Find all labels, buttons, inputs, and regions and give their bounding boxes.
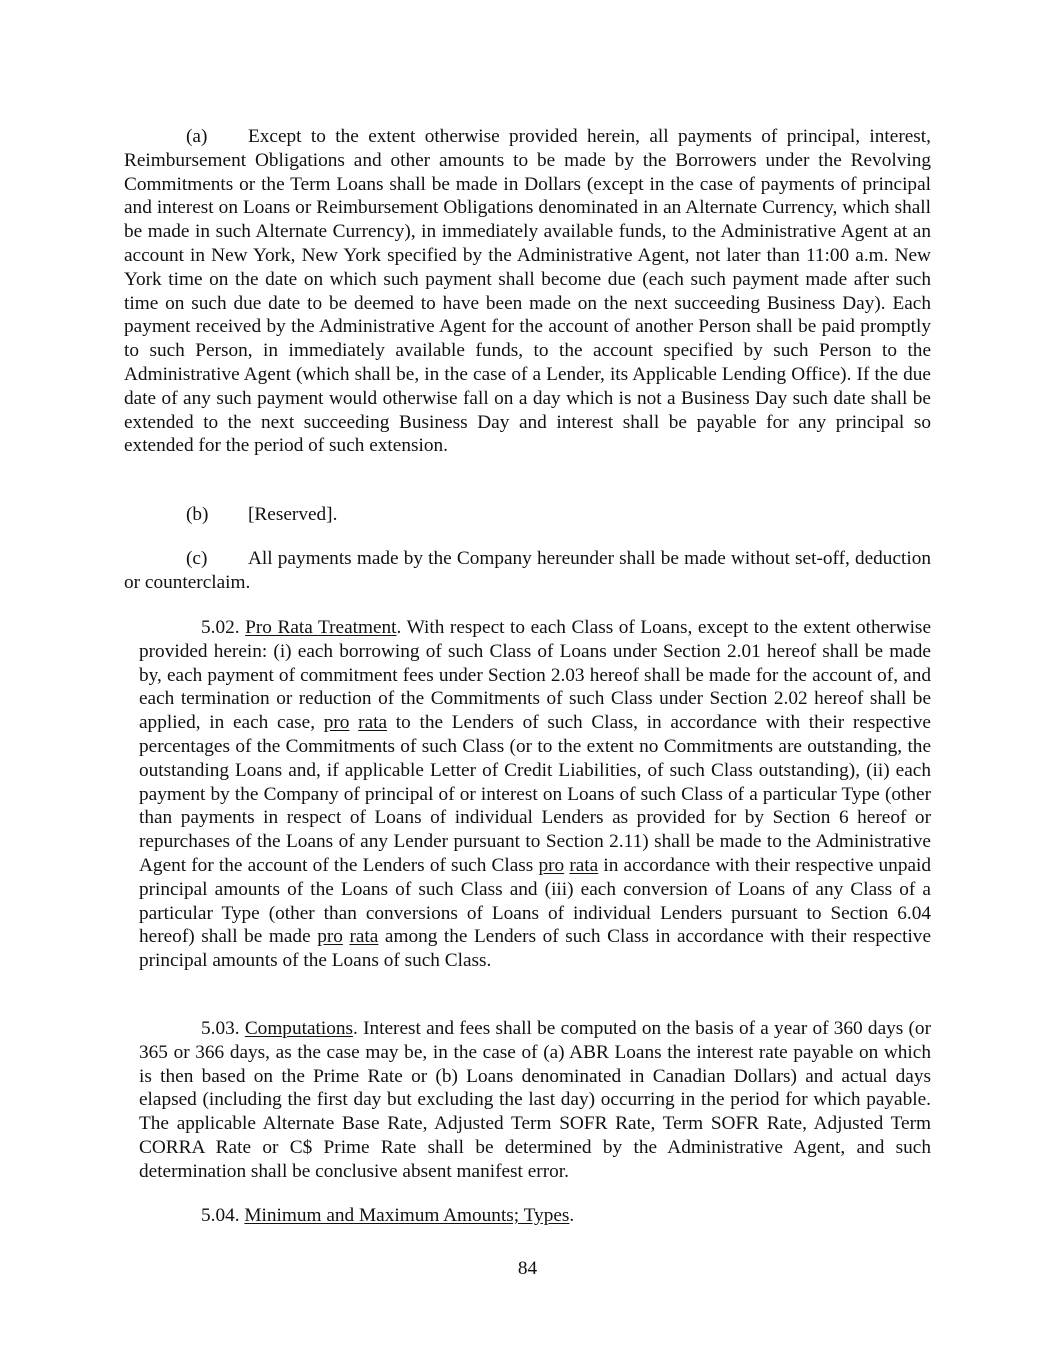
section-5-02-text-3: in accordance with their respective unpaid principal amounts of the Loans of such Class and (iii) each conversion of Loans of any Class of a particular Type (other than conversions of Loans of individual Lenders pursuant to Section 6.04 hereof) shall be made [139, 854, 932, 948]
paragraph-c [124, 547, 931, 595]
section-5-03 [139, 1017, 931, 1184]
section-5-02-number: 5.02. [201, 617, 240, 638]
pro-term: pro [317, 926, 343, 948]
section-5-02-text-4: among the Lenders of such Class in accordance with their respective principal amounts of the Loans of such Class. [139, 926, 932, 972]
page-number: 84 [517, 1258, 538, 1279]
paragraph-c-label: (c) [186, 548, 208, 569]
paragraph-a-text: Except to the extent otherwise provided herein, all payments of principal, interest, Reimbursement Obligations and other amounts to be made by the Borrowers under the Revolving Commitments or the Term Loans shall be made in Dollars (except in the case of payments of principal and interest on Loans or Reimbursement Obligations denominated in an Alternate Currency, which shall be made in such Alternate Currency), in immediately available funds, to the Administrative Agent at an account in New York, New York specified by the Administrative Agent, not later than 11:00 a.m. New York time on the date on which such payment shall become due (each such payment made after such time on such due date to be deemed to have been made on the next succeeding Business Day). Each payment received by the Administrative Agent for the account of another Person shall be paid promptly to such Person, in immediately available funds, to the account specified by such Person to the Administrative Agent (which shall be, in the case of a Lender, its Applicable Lending Office). If the due date of any such payment would otherwise fall on a day which is not a Business Day such date shall be extended to the next succeeding Business Day and interest shall be payable for any principal so extended for the period of such extension. [124, 126, 931, 457]
section-5-02-text-2: to the Lenders of such Class, in accordance with their respective percentages of the Commitments of such Class (or to the extent no Commitments are outstanding, the outstanding Loans and, if applicable Letter of Credit Liabilities, of such Class outstanding), (ii) each payment by the Company of principal of or interest on Loans of such Class of a particular Type (other than payments in respect of Loans of individual Lenders as provided for by Section 6 hereof or repurchases of the Loans of any Lender pursuant to Section 2.11) shall be made to the Administrative Agent for the account of the Lenders of such Class [139, 712, 931, 876]
section-5-04-period: . [569, 1205, 575, 1226]
rata-term: rata [569, 854, 599, 876]
paragraph-a-label: (a) [186, 126, 208, 147]
section-5-04 [139, 1204, 931, 1228]
rata-term: rata [358, 712, 388, 734]
section-5-03-heading: Computations [244, 1018, 354, 1039]
section-5-04-heading: Minimum and Maximum Amounts; Types [244, 1205, 570, 1226]
paragraph-a [124, 125, 931, 458]
pro-term: pro [538, 854, 565, 876]
paragraph-b [124, 503, 931, 527]
section-5-02-heading: Pro Rata Treatment [245, 617, 397, 638]
rata-term: rata [349, 926, 379, 948]
section-5-03-text: . Interest and fees shall be computed on the basis of a year of 360 days (or 365 or 366 days, as the case may be, in the case of (a) ABR Loans the interest rate payable on which is then based on the Prime Rate or (b) Loans denominated in Canadian Dollars) and actual days elapsed (including the first day but excluding the last day) occurring in the period for which payable. The applicable Alternate Base Rate, Adjusted Term SOFR Rate, Term SOFR Rate, Adjusted Term CORRA Rate or C$ Prime Rate shall be determined by the Administrative Agent, and such determination shall be conclusive absent manifest error. [139, 1018, 931, 1182]
paragraph-b-text: [Reserved]. [248, 504, 338, 525]
section-5-02 [139, 616, 931, 973]
paragraph-b-label: (b) [186, 504, 209, 525]
paragraph-c-text: All payments made by the Company hereunder shall be made without set-off, deduction or counterclaim. [124, 548, 931, 593]
section-5-02-text-1: . With respect to each Class of Loans, except to the extent otherwise provided herein: (i) each borrowing of such Class of Loans under Section 2.01 hereof shall be made by, each payment of commitment fees under Section 2.03 hereof shall be made for the account of, and each termination or reduction of the Commitments of such Class under Section 2.02 hereof shall be applied, in each case, [139, 617, 931, 734]
section-5-04-number: 5.04. [201, 1205, 240, 1226]
section-5-03-number: 5.03. [201, 1018, 240, 1039]
pro-term: pro [323, 712, 350, 734]
